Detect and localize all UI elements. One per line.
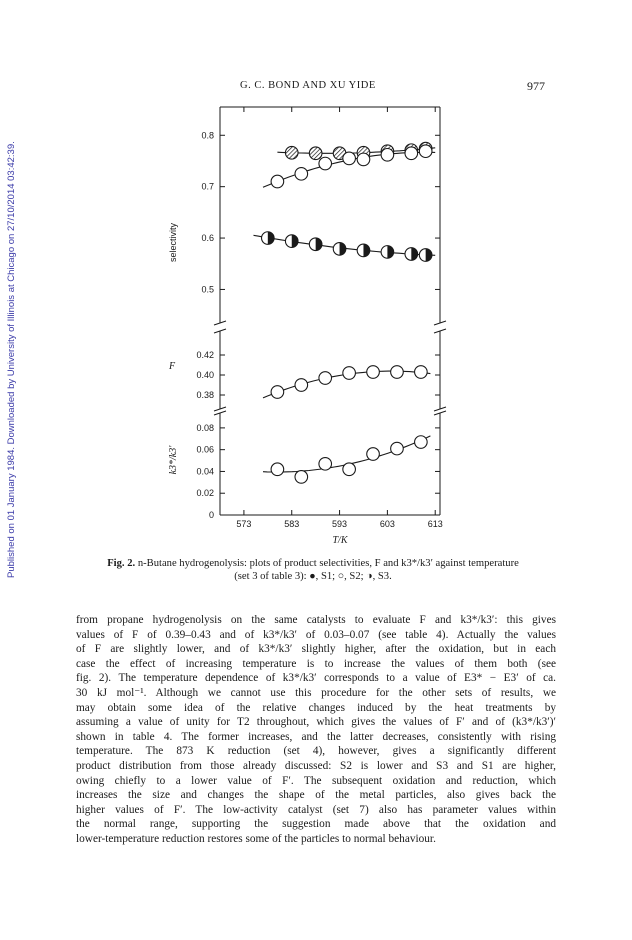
open-circle-point: [295, 471, 308, 484]
running-title: G. C. BOND AND XU YIDE: [240, 80, 376, 91]
open-circle-point: [405, 147, 418, 160]
open-circle-point: [343, 152, 356, 165]
half-fill: [292, 235, 298, 248]
open-circle-point: [367, 448, 380, 461]
body-line: owing chiefly to a lower value of F′. The subsequent oxidation and reduction, which: [76, 774, 556, 787]
body-line: from propane hydrogenolysis on the same catalysts to evaluate F and k3*/k3′: this gives: [76, 614, 556, 626]
open-circle-point: [415, 366, 428, 379]
open-circle-point: [271, 463, 284, 476]
body-line: lower-temperature reduction restores some of the particles to normal behaviour.: [76, 832, 436, 845]
body-paragraph: [76, 613, 556, 847]
open-circle-point: [357, 153, 370, 166]
half-fill: [387, 246, 393, 259]
body-line: 30 kJ mol⁻¹. Although we cannot use this procedure for the other sets of results, we: [76, 686, 556, 699]
open-circle-point: [295, 168, 308, 181]
x-tick-label: 603: [379, 519, 395, 529]
body-line: of F are slightly lower, and of k3*/k3′ slightly higher, after the oxidation, but in each: [76, 643, 556, 656]
body-line: case the effect of increasing temperature is to increase the values of them both (see: [76, 657, 556, 670]
body-line: temperature. The 873 K reduction (set 4), however, gives a significantly different: [76, 745, 556, 758]
y-tick-label: 0.6: [201, 233, 214, 244]
y-axis-label: k3*/k3': [168, 445, 179, 475]
open-circle-point: [271, 386, 284, 399]
x-tick-label: 583: [284, 519, 300, 529]
y-tick-label: 0.42: [196, 350, 214, 360]
open-circle-point: [319, 458, 332, 471]
hatched-circle-point: [285, 146, 298, 159]
half-fill: [363, 244, 369, 257]
figure-2-chart: [140, 95, 470, 546]
open-circle-point: [391, 442, 404, 455]
y-tick-label: 0.02: [196, 488, 214, 499]
y-tick-label: 0.06: [196, 444, 214, 455]
open-circle-point: [343, 463, 356, 476]
x-tick-label: 613: [427, 519, 443, 529]
open-circle-point: [319, 372, 332, 385]
download-watermark: Published on 01 January 1984. Downloaded by University of Illinois at Chicago on 27/10/2014 03:42:39.: [6, 141, 17, 579]
y-tick-label: 0: [208, 510, 214, 520]
body-line: increases the size and changes the shape of the metal particles, also gives back the: [76, 789, 556, 802]
y-tick-label: 0.5: [201, 284, 214, 295]
data-points: [262, 142, 432, 483]
half-fill: [268, 232, 274, 245]
y-tick-label: 0.04: [196, 466, 214, 477]
open-circle-point: [381, 149, 394, 162]
y-tick-label: 0.38: [196, 390, 214, 400]
body-line: higher values of F′. The low-activity catalyst (set 7) also has parameter values within: [76, 803, 556, 816]
open-circle-point: [367, 366, 380, 379]
half-fill: [316, 238, 322, 251]
caption-line-1: [78, 557, 548, 570]
running-head: [0, 80, 632, 96]
body-line: the normal range, supporting the suggestion made above that the oxidation and: [76, 818, 556, 831]
x-tick-label: 593: [332, 519, 348, 529]
body-line: may obtain some idea of the relative changes induced by the heat treatments by: [76, 701, 556, 714]
open-circle-point: [343, 367, 356, 380]
body-line: assuming a value of unity for T2 throughout, which gives the values of F′ and of (k3*/k3′)′: [76, 716, 556, 729]
page-number: 977: [527, 79, 545, 93]
y-tick-label: 0.8: [201, 130, 214, 141]
caption-text-1: n-Butane hydrogenolysis: plots of product selectivities, F and k3*/k3′ against temperature: [137, 558, 519, 569]
hatched-circle-point: [309, 147, 322, 160]
open-circle-point: [271, 175, 284, 188]
half-fill: [340, 243, 346, 256]
figure-caption: [78, 557, 548, 583]
y-axis-label: selectivity: [168, 222, 178, 263]
body-line: fig. 2). The temperature dependence of k3*/k3′ corresponds to a value of E3* − E3′ of ca.: [76, 672, 556, 685]
x-tick-label: 573: [236, 519, 252, 529]
open-circle-point: [295, 379, 308, 392]
body-line: shown in table 4. The former increases, and the latter decreases, consistently with rising: [76, 730, 556, 743]
open-circle-point: [415, 436, 428, 449]
body-line: values of F of 0.39–0.43 and of k3*/k3′ of 0.03–0.07 (see table 4). Actually the values: [76, 628, 556, 641]
fit-curves: [254, 148, 436, 472]
open-circle-point: [391, 366, 404, 379]
y-axis-label: F: [168, 361, 176, 372]
caption-label: Fig. 2.: [107, 558, 136, 569]
body-line: product distribution from those already discussed: S2 is lower and S3 and S1 are higher,: [76, 759, 556, 772]
caption-line-2: (set 3 of table 3): ●, S1; ○, S2; ◑, S3.: [234, 571, 392, 582]
axis-labels: [168, 130, 443, 546]
y-tick-label: 0.40: [196, 370, 214, 380]
half-fill: [426, 249, 432, 262]
x-axis-label: T/K: [332, 535, 348, 546]
open-circle-point: [419, 145, 432, 158]
open-circle-point: [319, 157, 332, 170]
half-fill: [411, 248, 417, 261]
y-tick-label: 0.7: [201, 181, 214, 192]
y-tick-label: 0.08: [196, 422, 214, 433]
